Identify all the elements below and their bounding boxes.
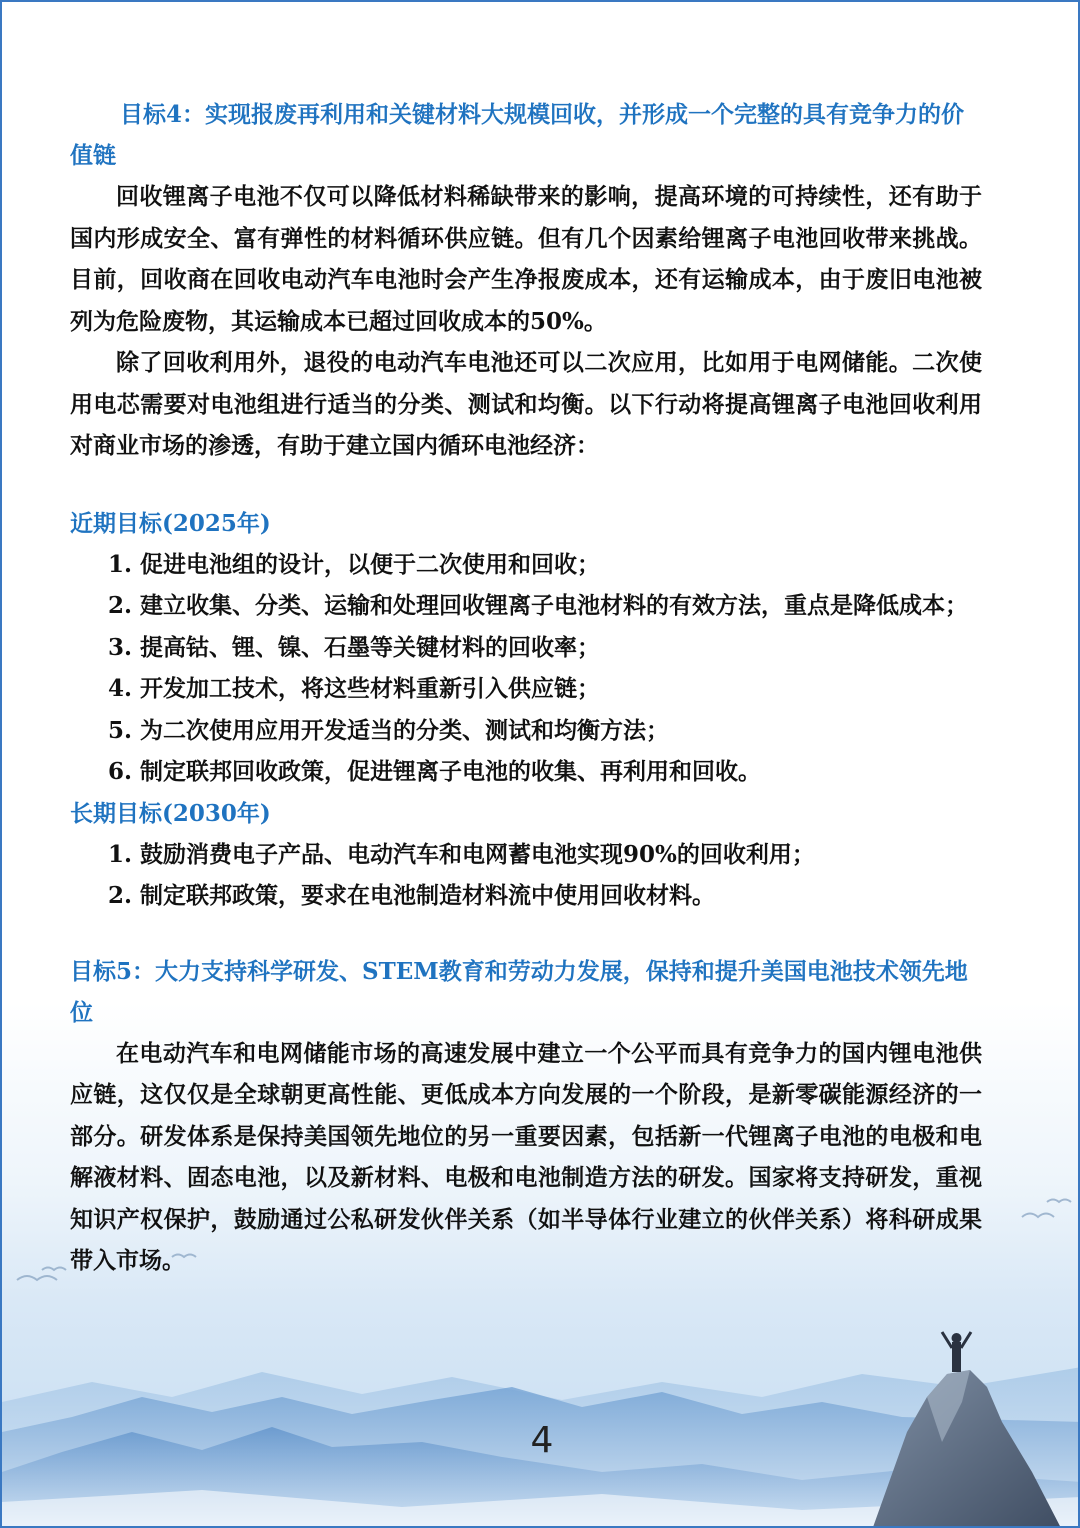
near-term-title: 近期目标(2025年) [70, 509, 271, 537]
long-term-item-2: 2. 制定联邦政策，要求在电池制造材料流中使用回收材料。 [108, 882, 716, 909]
goal4-heading: 目标4：实现报废再利用和关键材料大规模回收，并形成一个完整的具有竞争力的价值链 [70, 101, 965, 169]
near-term-item-4: 4. 开发加工技术，将这些材料重新引入供应链； [108, 675, 601, 702]
near-term-item-6: 6. 制定联邦回收政策，促进锂离子电池的收集、再利用和回收。 [108, 758, 762, 785]
goal5-paragraph-1: 在电动汽车和电网储能市场的高速发展中建立一个公平而具有竞争力的国内锂电池供应链，这仅仅是全球朝更高性能、更低成本方向发展的一个阶段，是新零碳能源经济的一部分。研发体系是保持美国领先地位的另一重要因素，包括新一代锂离子电池的电极和电解液材料、固态电池，以及新材料、电极和电池制造方法的研发。国家将支持研发，重视知识产权保护，鼓励通过公私研发伙伴关系（如半导体行业建立的伙伴关系）将科研成果带入市场。 [70, 1039, 982, 1274]
near-term-item-3: 3. 提高钴、锂、镍、石墨等关键材料的回收率； [108, 633, 601, 661]
near-term-item-2: 2. 建立收集、分类、运输和处理回收锂离子电池材料的有效方法，重点是降低成本； [108, 592, 969, 619]
near-term-item-5: 5. 为二次使用应用开发适当的分类、测试和均衡方法； [108, 716, 670, 744]
goal4-paragraph-1: 回收锂离子电池不仅可以降低材料稀缺带来的影响，提高环境的可持续性，还有助于国内形成安全、富有弹性的材料循环供应链。但有几个因素给锂离子电池回收带来挑战。目前，回收商在回收电动汽车电池时会产生净报废成本，还有运输成本，由于废旧电池被列为危险废物，其运输成本已超过回收成本的50%。 [70, 183, 982, 335]
long-term-title: 长期目标(2030年) [70, 799, 271, 827]
goal5-heading: 目标5：大力支持科学研发、STEM教育和劳动力发展，保持和提升美国电池技术领先地位 [70, 957, 968, 1026]
near-term-item-1: 1. 促进电池组的设计，以便于二次使用和回收； [108, 550, 601, 578]
long-term-item-1: 1. 鼓励消费电子产品、电动汽车和电网蓄电池实现90%的回收利用； [108, 840, 815, 868]
document-body [70, 94, 982, 1282]
goal4-paragraph-2: 除了回收利用外，退役的电动汽车电池还可以二次应用，比如用于电网储能。二次使用电芯需要对电池组进行适当的分类、测试和均衡。以下行动将提高锂离子电池回收利用对商业市场的渗透，有助于建立国内循环电池经济： [70, 349, 982, 459]
page-number: 4 [530, 1420, 554, 1461]
